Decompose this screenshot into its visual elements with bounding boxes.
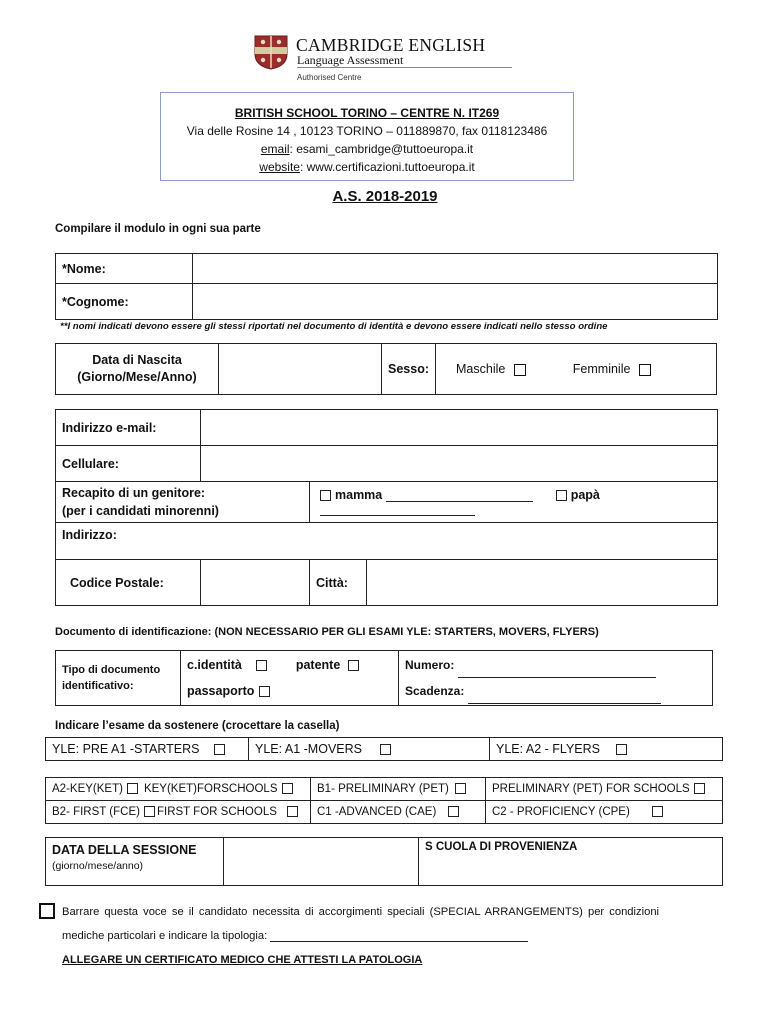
- cognome-label: *Cognome:: [56, 284, 193, 320]
- femminile-label: Femminile: [572, 362, 631, 376]
- tipo-row-2: [187, 678, 392, 704]
- session-label-cell: [46, 838, 224, 886]
- birth-label: [56, 344, 219, 395]
- cap-field[interactable]: [201, 560, 310, 606]
- scuola-label[interactable]: S CUOLA DI PROVENIENZA: [419, 838, 723, 886]
- exam-heading: Indicare l’esame da sostenere (crocettare la casella): [55, 720, 340, 732]
- birth-label-line-1: Data di Nascita: [92, 353, 182, 367]
- session-field[interactable]: [224, 838, 419, 886]
- pet-schools-checkbox[interactable]: [694, 783, 705, 794]
- exam-cae[interactable]: [311, 801, 486, 824]
- scadenza-row: [405, 678, 706, 704]
- numero-label: Numero:: [405, 658, 455, 672]
- email-field[interactable]: [201, 410, 718, 446]
- yle-table: [45, 737, 723, 761]
- centre-website: website: www.certificazioni.tuttoeuropa.it: [259, 160, 475, 174]
- scadenza-field[interactable]: [468, 703, 661, 704]
- centre-box: [160, 92, 574, 181]
- session-sub: (giorno/mese/anno): [52, 860, 144, 872]
- maschile-checkbox[interactable]: [514, 364, 526, 376]
- tipo-row-1: [187, 652, 392, 678]
- key-checkbox[interactable]: [127, 783, 138, 794]
- indirizzo-label: Indirizzo:: [56, 523, 718, 560]
- brand-sub: Language Assessment: [297, 53, 404, 67]
- authorised-centre: Authorised Centre: [297, 73, 362, 82]
- maschile-label: Maschile: [456, 362, 506, 376]
- special-text-1: Barrare questa voce se il candidato necessita di accorgimenti speciali (SPECIAL ARRANGEMENTS) per condizioni: [62, 906, 660, 918]
- session-table: [45, 837, 723, 886]
- exam-key[interactable]: [46, 778, 311, 801]
- centre-title: BRITISH SCHOOL TORINO – CENTRE N. IT269: [234, 106, 500, 120]
- fce-label: B2- FIRST (FCE): [52, 806, 140, 818]
- yle-starters-label: YLE: PRE A1 -STARTERS: [52, 742, 200, 756]
- scadenza-label: Scadenza:: [405, 684, 465, 698]
- special-type-field[interactable]: [270, 941, 528, 942]
- femminile-checkbox[interactable]: [639, 364, 651, 376]
- cambridge-logo: [253, 34, 523, 89]
- tipo-options: [181, 651, 399, 706]
- nome-label: *Nome:: [56, 254, 193, 284]
- exam-yle-starters[interactable]: [46, 738, 249, 761]
- special-text-2: [62, 930, 528, 942]
- special-text-2-label: mediche particolari e indicare la tipologia:: [62, 930, 268, 942]
- numero-scadenza: [399, 651, 713, 706]
- passaporto-label: passaporto: [187, 684, 255, 698]
- patente-checkbox[interactable]: [348, 660, 359, 671]
- cap-label: Codice Postale:: [56, 560, 201, 606]
- yle-movers-label: YLE: A1 -MOVERS: [255, 742, 362, 756]
- passaporto-checkbox[interactable]: [259, 686, 270, 697]
- pet-label: B1- PRELIMINARY (PET): [317, 783, 449, 795]
- papa-label: papà: [570, 488, 600, 502]
- crest-icon: [253, 34, 289, 70]
- sesso-label: Sesso:: [382, 344, 436, 395]
- cellulare-field[interactable]: [201, 446, 718, 482]
- key-schools-checkbox[interactable]: [282, 783, 293, 794]
- special-checkbox[interactable]: [39, 903, 55, 919]
- cognome-field[interactable]: [193, 284, 718, 320]
- exam-table: [45, 777, 723, 824]
- exam-yle-flyers[interactable]: [490, 738, 723, 761]
- email-label: Indirizzo e-mail:: [56, 410, 201, 446]
- mamma-label: mamma: [335, 488, 383, 502]
- sesso-options: [436, 344, 717, 395]
- key-label: A2-KEY(KET): [52, 783, 123, 795]
- exam-cpe[interactable]: [486, 801, 723, 824]
- birth-date-field[interactable]: [219, 344, 382, 395]
- yle-flyers-label: YLE: A2 - FLYERS: [496, 742, 600, 756]
- recapito-line-1: Recapito di un genitore:: [62, 486, 206, 500]
- fce-schools-checkbox[interactable]: [287, 806, 298, 817]
- document-table: [55, 650, 713, 706]
- yle-flyers-checkbox[interactable]: [616, 744, 627, 755]
- mamma-field[interactable]: [386, 501, 533, 502]
- nome-field[interactable]: [193, 254, 718, 284]
- yle-movers-checkbox[interactable]: [380, 744, 391, 755]
- citta-field[interactable]: [367, 560, 718, 606]
- pet-schools-label: PRELIMINARY (PET) FOR SCHOOLS: [492, 783, 690, 795]
- fce-schools-label: FIRST FOR SCHOOLS: [156, 806, 277, 818]
- cae-label: C1 -ADVANCED (CAE): [317, 806, 437, 818]
- cid-label: c.identità: [187, 658, 242, 672]
- pet-checkbox[interactable]: [455, 783, 466, 794]
- citta-label: Città:: [310, 560, 367, 606]
- numero-row: [405, 652, 706, 678]
- recapito-line-2: (per i candidati minorenni): [62, 504, 219, 518]
- exam-yle-movers[interactable]: [249, 738, 490, 761]
- logo-divider: [297, 67, 512, 68]
- allegare-note: ALLEGARE UN CERTIFICATO MEDICO CHE ATTESTI LA PATOLOGIA: [62, 954, 423, 966]
- yle-starters-checkbox[interactable]: [214, 744, 225, 755]
- brand-name: CAMBRIDGE ENGLISH: [296, 35, 486, 55]
- cpe-label: C2 - PROFICIENCY (CPE): [492, 806, 630, 818]
- cae-checkbox[interactable]: [448, 806, 459, 817]
- tipo-line-2: identificativo:: [62, 680, 134, 692]
- birth-label-line-2: (Giorno/Mese/Anno): [77, 370, 197, 384]
- exam-pet-schools[interactable]: [486, 778, 723, 801]
- key-schools-label: KEY(KET)FORSCHOOLS: [143, 783, 278, 795]
- cid-checkbox[interactable]: [256, 660, 267, 671]
- session-label: DATA DELLA SESSIONE: [52, 843, 197, 857]
- centre-email: email: esami_cambridge@tuttoeuropa.it: [260, 142, 474, 156]
- recapito-label: [56, 482, 310, 523]
- instruction: Compilare il modulo in ogni sua parte: [55, 223, 261, 235]
- name-note: **I nomi indicati devono essere gli stessi riportati nel documento di identità e devono essere indicati nello stesso ordine: [60, 321, 608, 332]
- fce-checkbox[interactable]: [144, 806, 155, 817]
- centre-address: Via delle Rosine 14 , 10123 TORINO – 011889870, fax 0118123486: [186, 124, 548, 138]
- papa-field[interactable]: [320, 515, 475, 516]
- tipo-label: [56, 651, 181, 706]
- patente-label: patente: [295, 658, 341, 672]
- cellulare-label: Cellulare:: [56, 446, 201, 482]
- school-year: A.S. 2018-2019: [332, 188, 438, 205]
- contact-table: [55, 409, 718, 606]
- document-heading: Documento di identificazione: (NON NECESSARIO PER GLI ESAMI YLE: STARTERS, MOVERS, FLYERS): [55, 626, 599, 638]
- birth-table: [55, 343, 717, 395]
- exam-pet[interactable]: [311, 778, 486, 801]
- exam-fce[interactable]: [46, 801, 311, 824]
- mamma-checkbox[interactable]: [320, 490, 331, 501]
- tipo-line-1: Tipo di documento: [62, 664, 161, 676]
- recapito-options: [310, 482, 718, 523]
- papa-checkbox[interactable]: [556, 490, 567, 501]
- name-table: [55, 253, 718, 320]
- cpe-checkbox[interactable]: [652, 806, 663, 817]
